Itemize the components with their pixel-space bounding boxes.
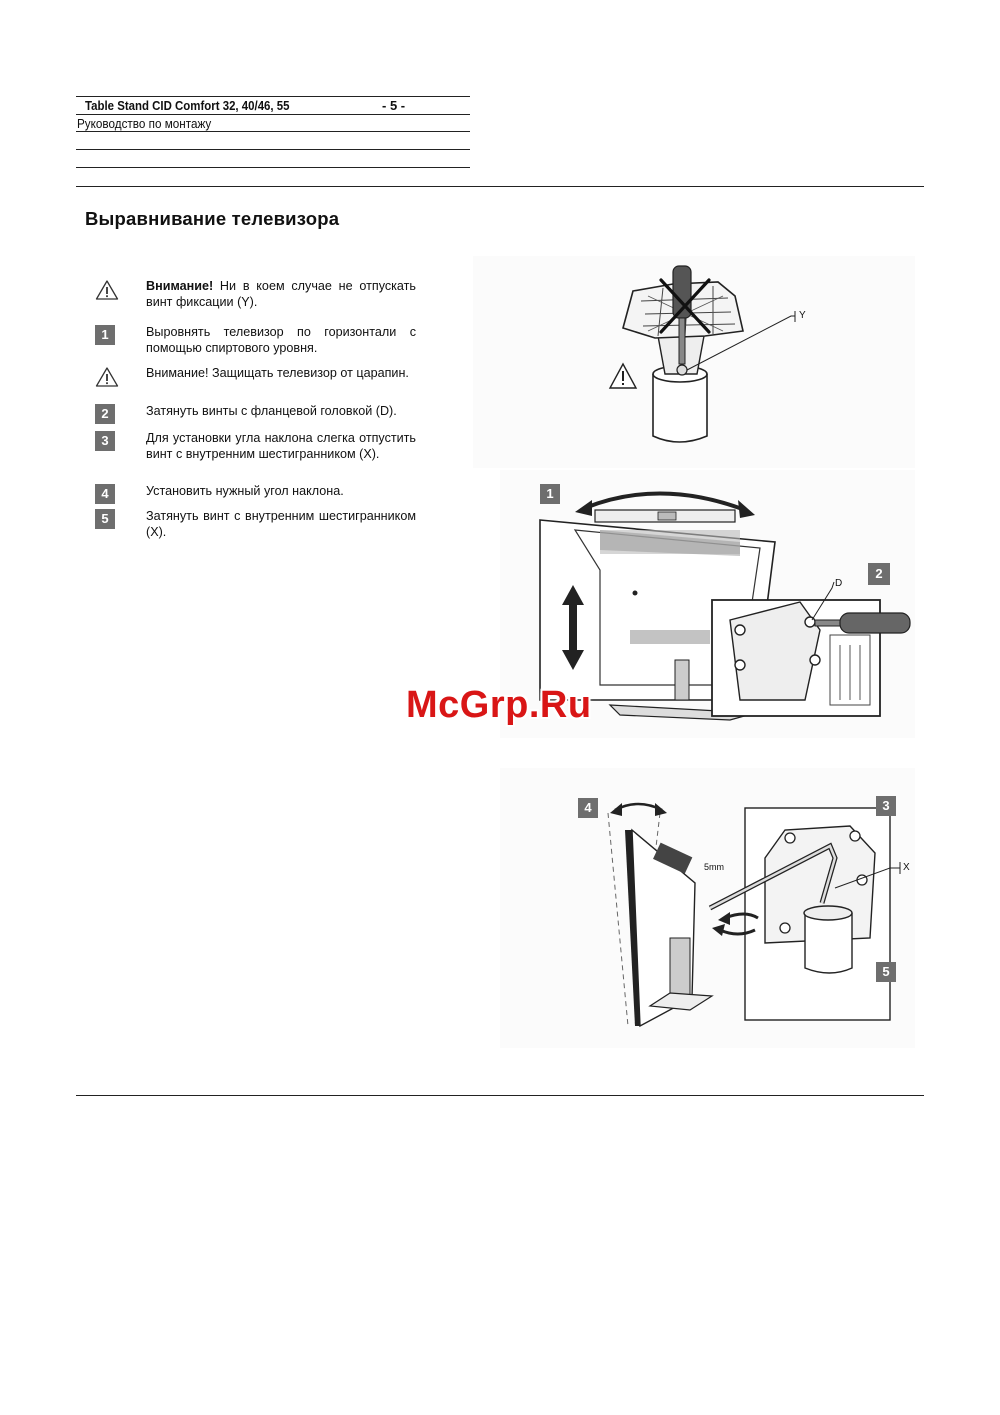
step-text: Выровнять телевизор по горизонтали с помощью спиртового уровня. — [146, 325, 416, 355]
step-text: Затянуть винты с фланцевой головкой (D). — [146, 404, 397, 418]
step-number-box: 5 — [95, 509, 115, 529]
warning-icon — [95, 279, 119, 301]
label-d: D — [835, 578, 843, 589]
figure-tilt-angle — [500, 768, 915, 1048]
warning-icon — [95, 366, 119, 388]
step-text: Затянуть винт с внутренним шестигранником (X). — [146, 509, 416, 539]
step-number-box: 2 — [95, 404, 115, 424]
step-text: Внимание! Защищать телевизор от царапин. — [146, 366, 409, 380]
step-4 — [95, 484, 417, 506]
watermark: McGrp.Ru — [406, 684, 592, 726]
step-text: Установить нужный угол наклона. — [146, 484, 344, 498]
fig-step-2: 2 — [875, 566, 883, 581]
label-5mm: 5mm — [704, 862, 724, 872]
page-rule-bottom — [76, 1095, 924, 1096]
step-warning-1 — [95, 279, 417, 313]
step-number-box: 3 — [95, 431, 115, 451]
header-rule-5 — [76, 167, 470, 168]
document-subtitle: Руководство по монтажу — [77, 116, 212, 131]
step-text: Внимание! Ни в коем случае не отпускать винт фиксации (Y). — [146, 279, 416, 309]
header-rule-3 — [76, 131, 470, 132]
fig-step-4: 4 — [584, 800, 592, 815]
page-rule-top — [76, 186, 924, 187]
header-rule-top — [76, 96, 470, 97]
label-y: Y — [799, 310, 806, 321]
fig-step-5: 5 — [882, 964, 890, 979]
step-1 — [95, 325, 417, 359]
step-number-box: 1 — [95, 325, 115, 345]
tilt-angle-illustration — [500, 768, 915, 1048]
fig-step-3: 3 — [882, 798, 890, 813]
page-number: - 5 - — [382, 98, 406, 113]
document-title: Table Stand CID Comfort 32, 40/46, 55 — [85, 98, 290, 113]
step-3 — [95, 431, 417, 479]
header-rule-2 — [76, 114, 470, 115]
step-2 — [95, 404, 417, 426]
step-5 — [95, 509, 417, 543]
locking-screw-illustration — [473, 256, 915, 468]
step-text: Для установки угла наклона слегка отпустить винт с внутренним шестигранником (X). — [146, 431, 416, 461]
section-title: Выравнивание телевизора — [85, 208, 340, 229]
step-number-box: 4 — [95, 484, 115, 504]
step-warning-2 — [95, 366, 417, 400]
header-rule-4 — [76, 149, 470, 150]
label-x: X — [903, 862, 910, 873]
figure-locking-screw — [473, 256, 915, 468]
fig-step-1: 1 — [546, 486, 554, 501]
